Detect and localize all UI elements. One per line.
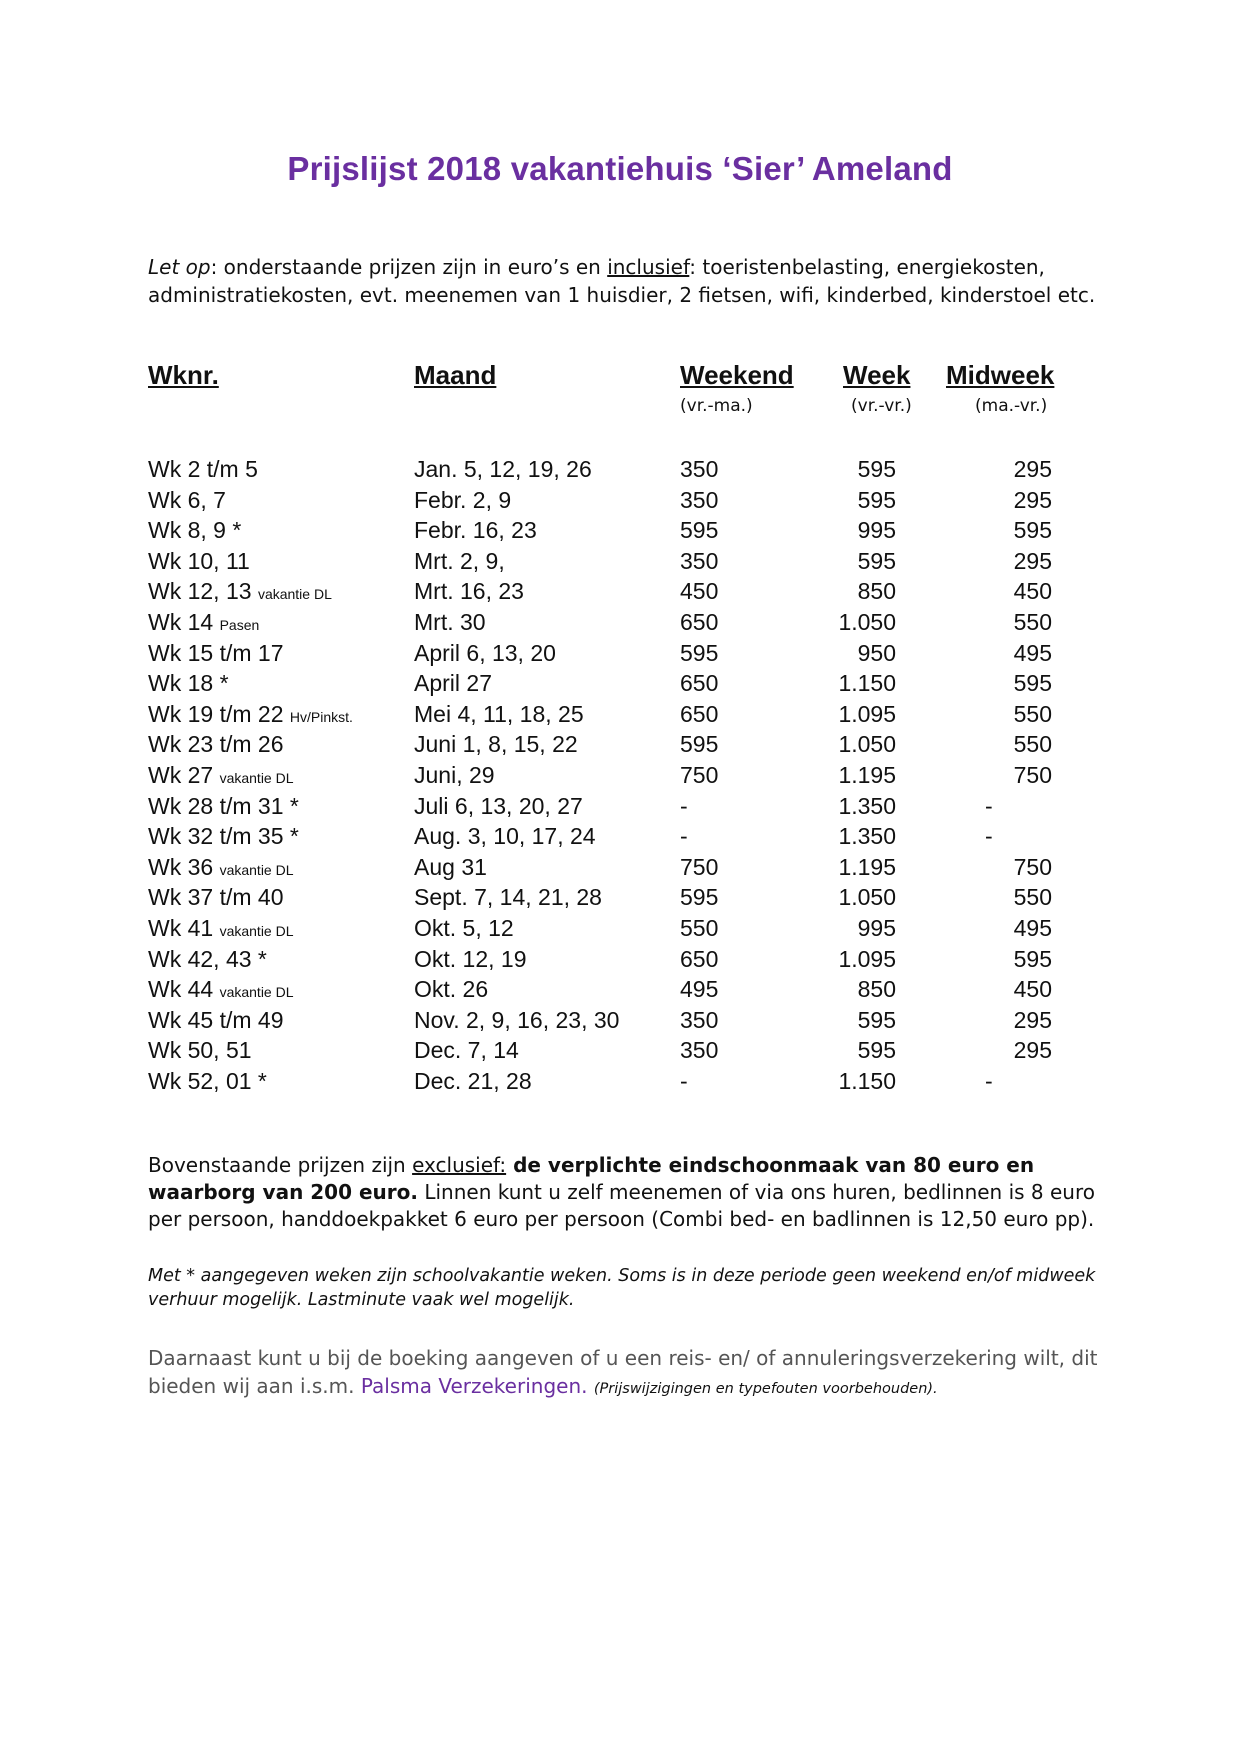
weekend-price-cell: 350 bbox=[680, 1037, 719, 1064]
week-number-cell bbox=[148, 548, 250, 575]
midweek-price-cell: 550 bbox=[1013, 731, 1052, 758]
month-cell: Okt. 26 bbox=[414, 976, 489, 1003]
table-row bbox=[0, 915, 1240, 946]
month-cell: Dec. 7, 14 bbox=[414, 1037, 519, 1064]
midweek-price-cell: 595 bbox=[1013, 945, 1052, 972]
month-cell: Okt. 12, 19 bbox=[414, 945, 527, 972]
midweek-price-cell: - bbox=[985, 792, 993, 819]
midweek-price-cell: 750 bbox=[1013, 853, 1052, 880]
week-number-cell bbox=[148, 609, 259, 636]
week-price-cell: 595 bbox=[857, 1006, 896, 1033]
table-row bbox=[0, 976, 1240, 1007]
weekend-price-cell: 450 bbox=[680, 578, 719, 605]
table-row bbox=[0, 946, 1240, 977]
weekend-price-cell: 650 bbox=[680, 945, 719, 972]
month-cell: Juni 1, 8, 15, 22 bbox=[414, 731, 578, 758]
midweek-price-cell: 495 bbox=[1013, 914, 1052, 941]
month-cell: Mrt. 16, 23 bbox=[414, 578, 524, 605]
week-number-text: Wk 10, 11 bbox=[148, 547, 250, 574]
week-price-cell: 950 bbox=[857, 639, 896, 666]
week-note: Pasen bbox=[219, 616, 260, 633]
week-number-cell bbox=[148, 915, 294, 942]
week-number-text: Wk 41 bbox=[148, 914, 214, 941]
header-weekend: Weekend bbox=[680, 360, 794, 390]
week-number-text: Wk 2 t/m 5 bbox=[148, 456, 258, 482]
midweek-price-cell: 550 bbox=[1013, 884, 1052, 911]
table-row bbox=[0, 609, 1240, 640]
week-price-cell: 1.095 bbox=[838, 945, 896, 972]
table-row bbox=[0, 578, 1240, 609]
week-price-cell: 1.095 bbox=[838, 700, 896, 727]
page-title: Prijslijst 2018 vakantiehuis ‘Sier’ Ameland bbox=[287, 150, 953, 187]
intro-text-2: : toeristenbelasting, energiekosten, administratiekosten, evt. meenemen van 1 huisdier, 2 fietsen, wifi, kinderbed, kinderstoel etc. bbox=[148, 255, 1096, 307]
month-cell: Juli 6, 13, 20, 27 bbox=[414, 792, 583, 819]
week-number-text: Wk 37 t/m 40 bbox=[148, 884, 284, 911]
week-note: vakantie DL bbox=[219, 922, 294, 939]
week-number-text: Wk 44 bbox=[148, 976, 214, 1003]
week-number-cell bbox=[148, 1007, 283, 1034]
week-price-cell: 995 bbox=[857, 914, 896, 941]
month-cell: Dec. 21, 28 bbox=[414, 1067, 532, 1094]
week-price-cell: 850 bbox=[857, 976, 896, 1003]
month-cell: Aug 31 bbox=[414, 853, 487, 880]
midweek-price-cell: 295 bbox=[1013, 456, 1052, 482]
week-number-cell bbox=[148, 578, 332, 605]
week-number-text: Wk 15 t/m 17 bbox=[148, 639, 284, 666]
week-price-cell: 595 bbox=[857, 486, 896, 513]
week-number-cell bbox=[148, 701, 353, 728]
week-number-cell bbox=[148, 1068, 267, 1095]
week-price-cell: 1.050 bbox=[838, 608, 896, 635]
exclusive-underlined: exclusief: bbox=[412, 1153, 507, 1177]
header-wknr: Wknr. bbox=[148, 360, 219, 390]
midweek-price-cell: 750 bbox=[1013, 761, 1052, 788]
month-cell: Febr. 16, 23 bbox=[414, 517, 537, 544]
weekend-price-cell: 350 bbox=[680, 547, 719, 574]
week-price-cell: 1.350 bbox=[838, 792, 896, 819]
midweek-price-cell: - bbox=[985, 1067, 993, 1094]
week-number-text: Wk 27 bbox=[148, 761, 214, 788]
week-note: vakantie DL bbox=[257, 586, 332, 603]
exclusive-text-1: Bovenstaande prijzen zijn bbox=[148, 1153, 413, 1177]
midweek-price-cell: 295 bbox=[1013, 486, 1052, 513]
table-row bbox=[0, 640, 1240, 671]
week-number-cell bbox=[148, 640, 283, 667]
weekend-price-cell: 595 bbox=[680, 731, 719, 758]
week-number-text: Wk 28 t/m 31 * bbox=[148, 792, 299, 819]
weekend-price-cell: 495 bbox=[680, 976, 719, 1003]
midweek-price-cell: 450 bbox=[1013, 976, 1052, 1003]
intro-lead: Let op bbox=[148, 255, 211, 279]
sub-weekend: (vr.-ma.) bbox=[680, 396, 753, 416]
week-number-cell bbox=[148, 976, 294, 1003]
week-price-cell: 1.050 bbox=[838, 884, 896, 911]
week-number-text: Wk 36 bbox=[148, 853, 214, 880]
price-table bbox=[0, 456, 1240, 1098]
intro-text-1: : onderstaande prijzen zijn in euro’s en bbox=[210, 255, 608, 279]
month-cell: Mei 4, 11, 18, 25 bbox=[414, 700, 584, 727]
week-price-cell: 1.050 bbox=[838, 731, 896, 758]
week-note: vakantie DL bbox=[219, 861, 294, 878]
week-number-text: Wk 8, 9 * bbox=[148, 517, 242, 544]
week-number-cell bbox=[148, 487, 226, 514]
midweek-price-cell: 295 bbox=[1013, 1006, 1052, 1033]
week-price-cell: 1.150 bbox=[838, 1067, 896, 1094]
week-number-cell bbox=[148, 731, 283, 758]
week-note: vakantie DL bbox=[219, 984, 294, 1001]
school-holiday-note: Met * aangegeven weken zijn schoolvakantie weken. Soms is in deze periode geen weekend en/of midweek verhuur mogelijk. Lastminute vaak wel mogelijk. bbox=[148, 1266, 1096, 1310]
week-price-cell: 1.150 bbox=[838, 670, 896, 697]
table-row bbox=[0, 456, 1240, 487]
week-number-cell bbox=[148, 670, 229, 697]
week-number-text: Wk 50, 51 bbox=[148, 1037, 252, 1064]
midweek-price-cell: 550 bbox=[1013, 608, 1052, 635]
week-price-cell: 1.350 bbox=[838, 823, 896, 850]
weekend-price-cell: 650 bbox=[680, 608, 719, 635]
month-cell: Febr. 2, 9 bbox=[414, 486, 512, 513]
weekend-price-cell: 350 bbox=[680, 486, 719, 513]
week-number-cell bbox=[148, 793, 299, 820]
month-cell: Nov. 2, 9, 16, 23, 30 bbox=[414, 1006, 620, 1033]
table-row bbox=[0, 548, 1240, 579]
month-cell: April 6, 13, 20 bbox=[414, 639, 556, 666]
week-number-text: Wk 14 bbox=[148, 608, 214, 635]
midweek-price-cell: 550 bbox=[1013, 700, 1052, 727]
weekend-price-cell: 595 bbox=[680, 884, 719, 911]
weekend-price-cell: 350 bbox=[680, 1006, 719, 1033]
month-cell: April 27 bbox=[414, 670, 492, 697]
weekend-price-cell: 595 bbox=[680, 639, 719, 666]
month-cell: Mrt. 2, 9, bbox=[414, 547, 505, 574]
midweek-price-cell: 295 bbox=[1013, 547, 1052, 574]
week-note: Hv/Pinkst. bbox=[289, 708, 353, 725]
week-number-text: Wk 18 * bbox=[148, 670, 229, 697]
midweek-price-cell: 495 bbox=[1013, 639, 1052, 666]
week-price-cell: 995 bbox=[857, 517, 896, 544]
table-row bbox=[0, 793, 1240, 824]
weekend-price-cell: 350 bbox=[680, 456, 719, 482]
week-number-cell bbox=[148, 517, 241, 544]
weekend-price-cell: - bbox=[680, 792, 688, 819]
midweek-price-cell: 450 bbox=[1013, 578, 1052, 605]
exclusive-text-2: Linnen kunt u zelf meenemen of via ons huren, bedlinnen is 8 euro per persoon, handdoekpakket 6 euro per persoon (Combi bed- en badlinnen is 12,50 euro pp). bbox=[148, 1180, 1096, 1231]
week-price-cell: 595 bbox=[857, 547, 896, 574]
weekend-price-cell: 550 bbox=[680, 914, 719, 941]
weekend-price-cell: 750 bbox=[680, 853, 719, 880]
month-cell: Sept. 7, 14, 21, 28 bbox=[414, 884, 602, 911]
week-price-cell: 850 bbox=[857, 578, 896, 605]
sub-week: (vr.-vr.) bbox=[851, 396, 912, 416]
table-row bbox=[0, 762, 1240, 793]
weekend-price-cell: 595 bbox=[680, 517, 719, 544]
table-row bbox=[0, 670, 1240, 701]
week-number-cell bbox=[148, 946, 267, 973]
week-number-text: Wk 42, 43 * bbox=[148, 945, 267, 972]
week-number-cell bbox=[148, 823, 299, 850]
table-row bbox=[0, 823, 1240, 854]
week-number-cell bbox=[148, 762, 294, 789]
header-week: Week bbox=[843, 360, 911, 390]
weekend-price-cell: - bbox=[680, 1067, 688, 1094]
table-row bbox=[0, 701, 1240, 732]
week-price-cell: 1.195 bbox=[838, 853, 896, 880]
month-cell: Juni, 29 bbox=[414, 761, 495, 788]
month-cell: Aug. 3, 10, 17, 24 bbox=[414, 823, 596, 850]
week-number-text: Wk 32 t/m 35 * bbox=[148, 823, 299, 850]
disclaimer-text: (Prijswijzigingen en typefouten voorbehouden). bbox=[593, 1381, 938, 1397]
header-maand: Maand bbox=[414, 360, 497, 390]
week-number-text: Wk 6, 7 bbox=[148, 486, 226, 513]
weekend-price-cell: - bbox=[680, 823, 688, 850]
weekend-price-cell: 650 bbox=[680, 670, 719, 697]
exclusive-bold: de verplichte eindschoonmaak van 80 euro en waarborg van 200 euro. bbox=[148, 1153, 1035, 1204]
week-number-cell bbox=[148, 854, 294, 881]
sub-midweek: (ma.-vr.) bbox=[975, 396, 1048, 416]
intro-paragraph bbox=[148, 253, 1128, 309]
week-number-cell bbox=[148, 884, 283, 911]
week-number-text: Wk 19 t/m 22 bbox=[148, 700, 284, 727]
week-number-text: Wk 23 t/m 26 bbox=[148, 731, 284, 758]
week-number-text: Wk 12, 13 bbox=[148, 578, 252, 605]
table-row bbox=[0, 854, 1240, 885]
week-price-cell: 595 bbox=[857, 456, 896, 482]
exclusive-note bbox=[148, 1152, 1128, 1233]
midweek-price-cell: 295 bbox=[1013, 1037, 1052, 1064]
intro-underlined: inclusief bbox=[607, 255, 690, 279]
insurance-note bbox=[148, 1344, 1148, 1403]
midweek-price-cell: 595 bbox=[1013, 517, 1052, 544]
weekend-price-cell: 750 bbox=[680, 761, 719, 788]
weekend-price-cell: 650 bbox=[680, 700, 719, 727]
table-row bbox=[0, 517, 1240, 548]
month-cell: Mrt. 30 bbox=[414, 608, 486, 635]
week-number-cell bbox=[148, 1037, 252, 1064]
table-row bbox=[0, 731, 1240, 762]
table-row bbox=[0, 1037, 1240, 1068]
header-midweek: Midweek bbox=[946, 360, 1055, 390]
week-number-cell bbox=[148, 456, 258, 483]
week-number-text: Wk 52, 01 * bbox=[148, 1067, 267, 1094]
week-price-cell: 595 bbox=[857, 1037, 896, 1064]
month-cell: Okt. 5, 12 bbox=[414, 914, 514, 941]
week-price-cell: 1.195 bbox=[838, 761, 896, 788]
midweek-price-cell: - bbox=[985, 823, 993, 850]
midweek-price-cell: 595 bbox=[1013, 670, 1052, 697]
table-row bbox=[0, 884, 1240, 915]
table-row bbox=[0, 1007, 1240, 1038]
insurance-link[interactable]: Palsma Verzekeringen. bbox=[360, 1374, 588, 1398]
table-row bbox=[0, 1068, 1240, 1099]
week-note: vakantie DL bbox=[219, 769, 294, 786]
month-cell: Jan. 5, 12, 19, 26 bbox=[414, 456, 592, 482]
insurance-text: Daarnaast kunt u bij de boeking aangeven of u een reis- en/ of annuleringsverzekering wilt, dit bieden wij aan i.s.m. bbox=[148, 1346, 1098, 1398]
week-number-text: Wk 45 t/m 49 bbox=[148, 1006, 284, 1033]
table-row bbox=[0, 487, 1240, 518]
